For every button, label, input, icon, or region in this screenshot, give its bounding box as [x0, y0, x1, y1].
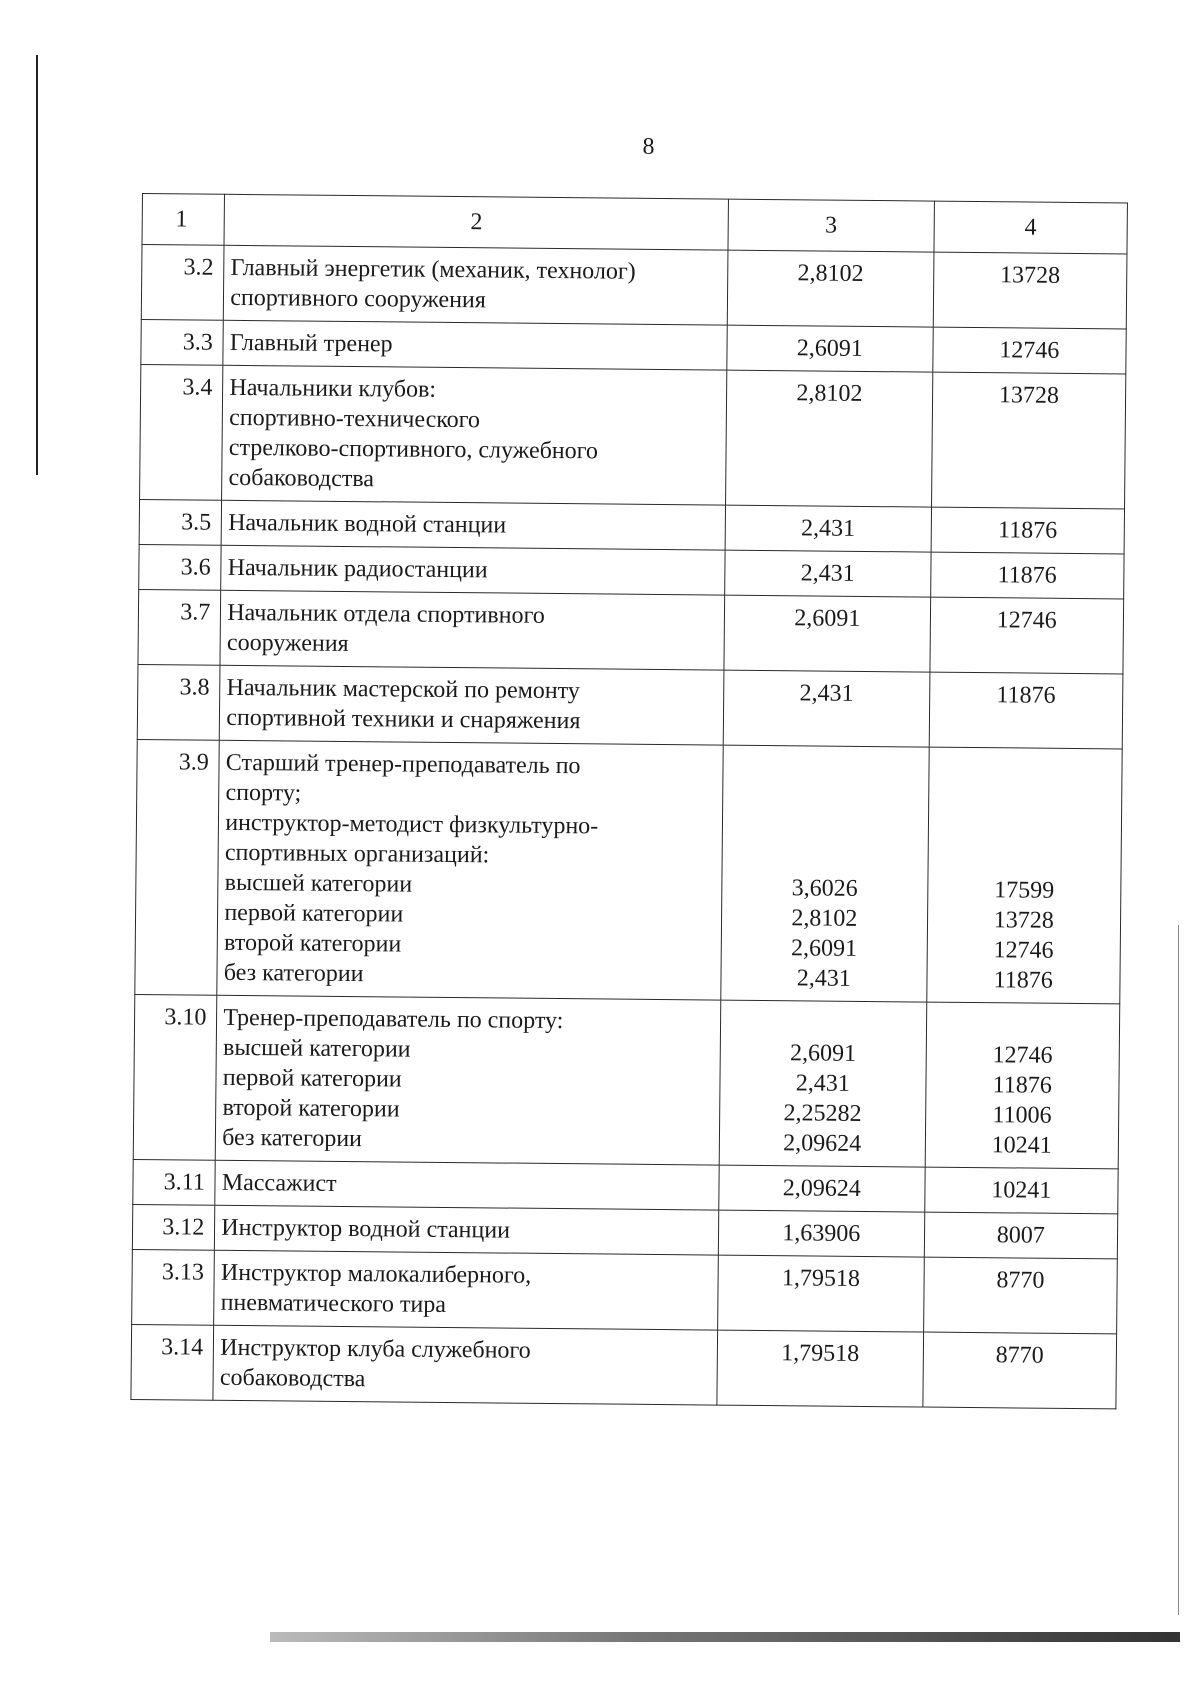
category-label: высшей категории — [224, 869, 413, 898]
salary: 8770 — [922, 1332, 1116, 1409]
position-name: Начальник водной станции — [221, 500, 725, 550]
table-row — [131, 1324, 1117, 1408]
position-name: Начальник мастерской по ремонту спортивной техники и снаряжения — [220, 665, 724, 745]
salary: 8770 — [923, 1257, 1117, 1334]
header-col-1: 1 — [142, 194, 225, 246]
row-number: 3.2 — [141, 245, 224, 321]
coefficient: 2,8102 — [726, 370, 933, 507]
coefficient: 3,6026 2,8102 2,6091 2,431 — [721, 745, 929, 1002]
position-name: Главный тренер — [223, 320, 727, 370]
table-row — [141, 245, 1127, 329]
position-name: Инструктор клуба служебного собаководства — [213, 1325, 717, 1405]
position-name: Старший тренер-преподаватель по спорту; инструктор-методист физкультурно- спортивных организаций: высшей категории первой категории второй категории без категории — [217, 740, 723, 1000]
header-col-2: 2 — [224, 194, 728, 250]
position-name: Начальник радиостанции — [221, 545, 725, 595]
row-number: 3.4 — [140, 364, 224, 500]
salary: 12746 11876 11006 10241 — [925, 1002, 1120, 1169]
header-col-4: 4 — [934, 201, 1128, 254]
row-number: 3.13 — [132, 1249, 215, 1325]
category-label: без категории — [222, 1124, 363, 1153]
salary-table — [130, 193, 1128, 1409]
category-label: первой категории — [224, 899, 404, 928]
position-name: Начальники клубов: спортивно-технического стрелково-спортивного, служебного собаководства — [222, 365, 727, 505]
scan-edge-right — [1178, 925, 1179, 1615]
table-row — [138, 589, 1124, 673]
row-number: 3.3 — [141, 319, 224, 365]
coefficient: 1,79518 — [718, 1255, 924, 1332]
salary: 11876 — [931, 507, 1125, 554]
position-name: Тренер-преподаватель по спорту: высшей категории первой категории второй категории без категории — [216, 995, 721, 1165]
row-number: 3.12 — [132, 1204, 215, 1250]
table-row — [133, 994, 1120, 1168]
page-number: 8 — [642, 134, 655, 160]
table-row — [137, 664, 1123, 748]
coefficient: 2,6091 2,431 2,25282 2,09624 — [719, 1000, 926, 1167]
coefficient: 2,431 — [723, 670, 929, 747]
salary: 13728 — [931, 372, 1126, 509]
row-number: 3.11 — [133, 1159, 216, 1205]
row-number: 3.9 — [135, 739, 220, 995]
row-number: 3.6 — [139, 544, 222, 590]
row-number: 3.7 — [138, 589, 221, 665]
scan-edge-left — [36, 55, 38, 475]
category-label: высшей категории — [222, 1034, 411, 1063]
position-name: Главный энергетик (механик, технолог) спортивного сооружения — [224, 245, 728, 325]
position-name: Массажист — [215, 1160, 719, 1210]
position-name: Инструктор водной станции — [215, 1205, 719, 1255]
table-row — [135, 739, 1122, 1003]
category-label: второй категории — [223, 929, 402, 958]
table-header-row — [142, 194, 1127, 254]
coefficient: 2,431 — [725, 505, 931, 552]
position-name: Инструктор малокалиберного, пневматического тира — [214, 1250, 718, 1330]
salary: 12746 — [932, 327, 1126, 374]
coefficient: 1,79518 — [717, 1330, 923, 1407]
coefficient: 2,8102 — [727, 250, 933, 327]
coefficient: 2,431 — [725, 550, 931, 597]
position-name: Начальник отдела спортивного сооружения — [220, 590, 724, 670]
scan-edge-bottom — [270, 1632, 1180, 1642]
table-row — [132, 1249, 1118, 1333]
salary: 8007 — [924, 1212, 1118, 1259]
row-number: 3.8 — [137, 664, 220, 740]
row-number: 3.5 — [139, 499, 222, 545]
category-label: без категории — [223, 959, 364, 988]
salary: 11876 — [929, 672, 1123, 749]
header-col-3: 3 — [728, 199, 934, 252]
coefficient: 2,6091 — [724, 595, 930, 672]
category-label: первой категории — [222, 1064, 402, 1093]
salary: 17599 13728 12746 11876 — [926, 747, 1122, 1004]
coefficient: 1,63906 — [718, 1210, 924, 1257]
category-label: второй категории — [222, 1094, 400, 1123]
salary: 11876 — [930, 552, 1124, 599]
salary: 10241 — [924, 1167, 1118, 1214]
row-number: 3.14 — [131, 1324, 214, 1400]
salary: 13728 — [933, 252, 1127, 329]
row-number: 3.10 — [133, 994, 217, 1160]
coefficient: 2,6091 — [727, 325, 933, 372]
salary: 12746 — [930, 597, 1124, 674]
table-row — [140, 364, 1126, 508]
coefficient: 2,09624 — [719, 1165, 925, 1212]
